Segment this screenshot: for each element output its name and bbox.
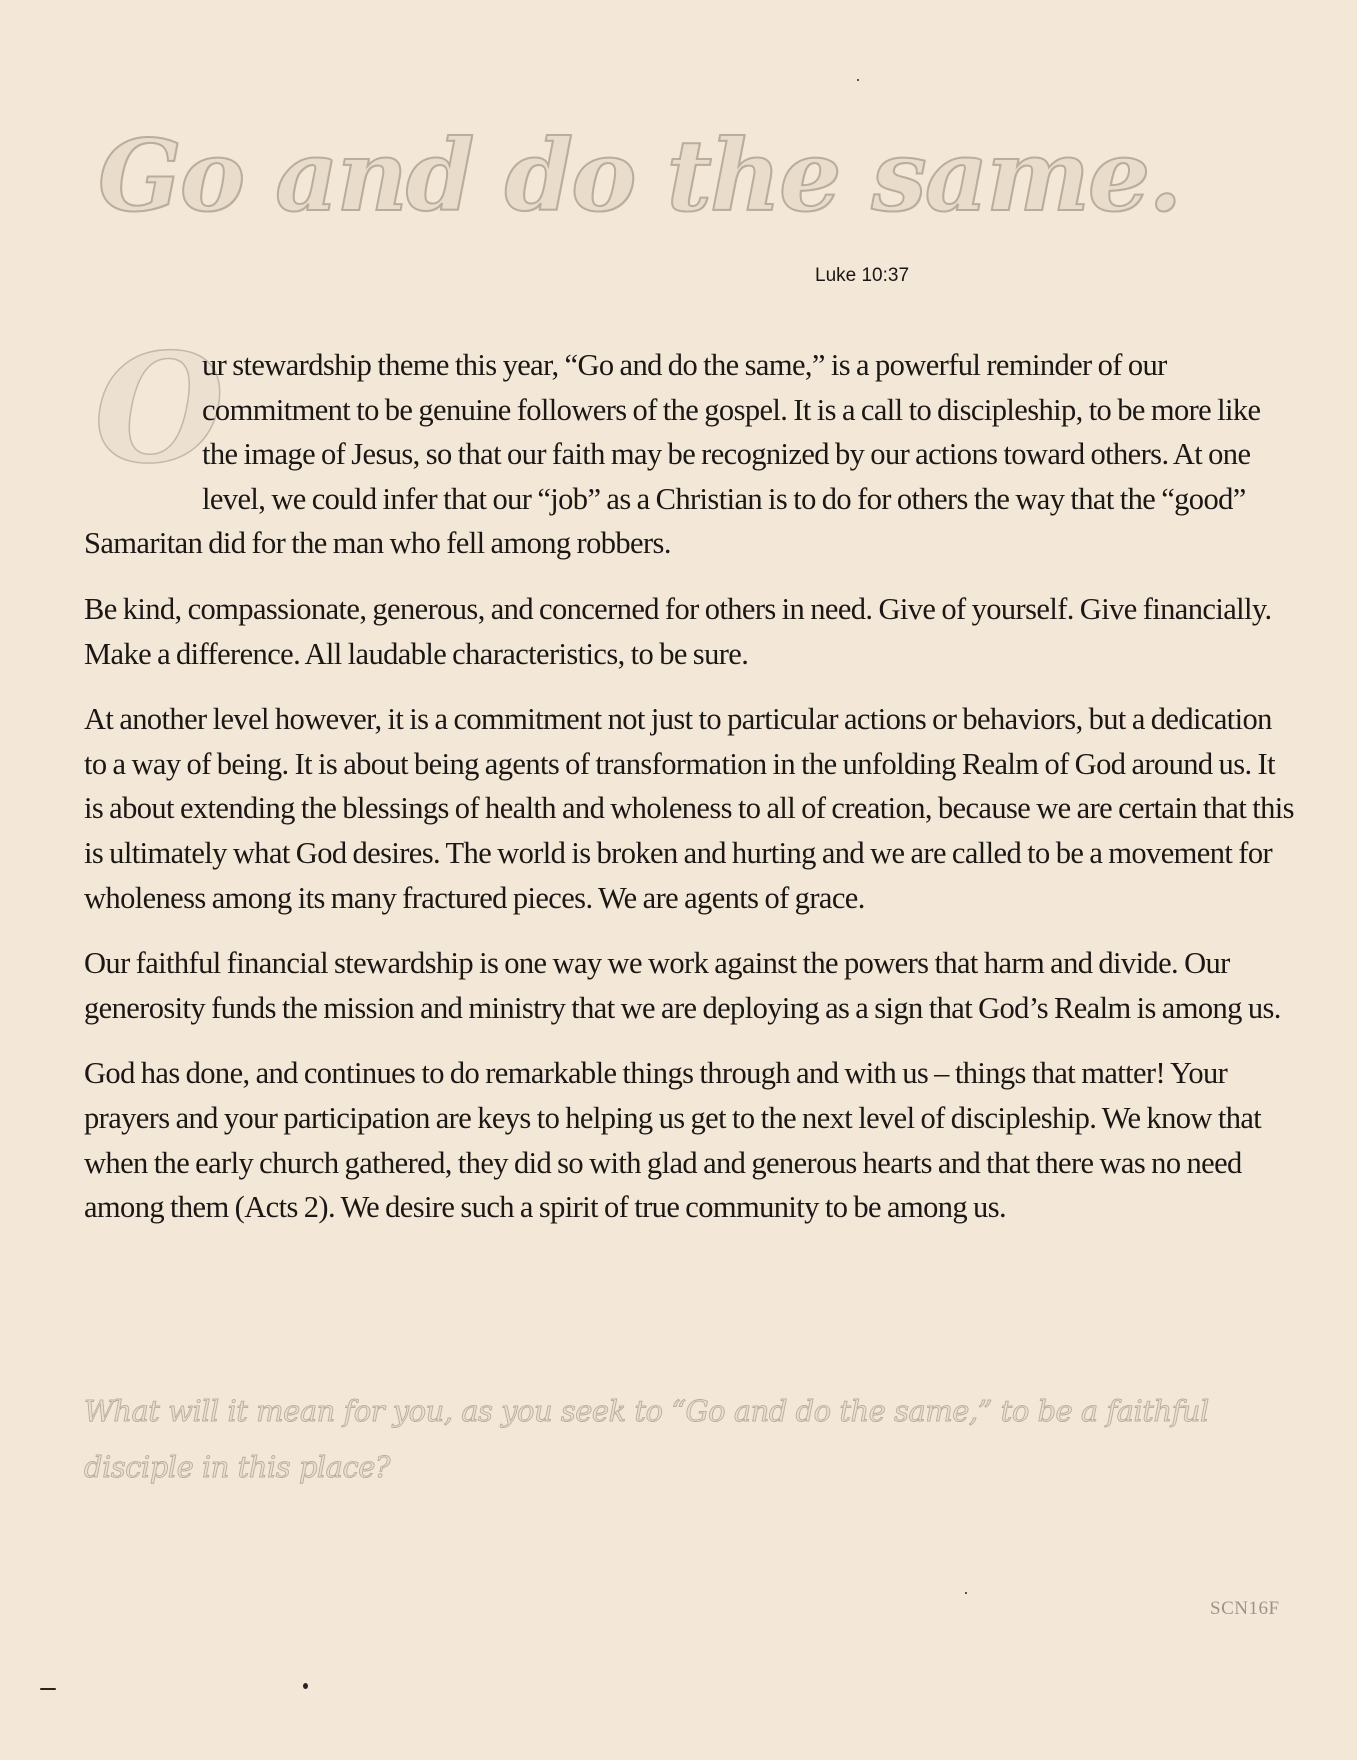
paragraph-4: Our faithful financial stewardship is one way we work against the powers that harm and divide. Our generosity funds the mission and ministry that we are deploying as a sign that God’s Realm is among us. [84,946,1281,1025]
document-code: SCN16F [1210,1598,1280,1619]
paragraph-1 [84,321,1294,566]
paragraph-3: At another level however, it is a commitment not just to particular actions or behaviors, but a dedication to a way of being. It is about being agents of transformation in the unfolding Realm of God around us. It is about extending the blessings of health and wholeness to all of creation, because we are certain that this is ultimately what God desires. The world is broken and hurting and we are called to be a movement for wholeness among its many fractured pieces. We are agents of grace. [84,702,1294,915]
paragraph-1-text: ur stewardship theme this year, “Go and do the same,” is a powerful reminder of our commitment to be genuine followers of the gospel. It is a call to discipleship, to be more like the image of Jesus, so that our faith may be recognized by our actions toward others. At one level, we could infer that our “job” as a Christian is to do for others the way that the “good” Samaritan did for the man who fell among robbers. [84,348,1261,561]
closing-question: What will it mean for you, as you seek to “Go and do the same,” to be a faithful disciple in this place? [84,1394,1209,1484]
drop-cap: O [94,321,225,497]
page-title: Go and do the same. [98,119,1181,234]
scripture-reference: Luke 10:37 [815,265,910,286]
body-text [84,321,1294,1251]
scan-speck [40,1688,56,1690]
scan-speck [857,79,859,81]
paragraph-2: Be kind, compassionate, generous, and concerned for others in need. Give of yourself. Give financially. Make a difference. All laudable characteristics, to be sure. [84,591,1272,671]
paragraph-5: God has done, and continues to do remarkable things through and with us – things that matter! Your prayers and your participation are keys to helping us get to the next level of discipleship. We know that when the early church gathered, they did so with glad and generous hearts and that there was no need among them (Acts 2). We desire such a spirit of true community to be among us. [84,1056,1262,1225]
scan-speck [303,1683,308,1689]
scan-speck [965,1592,967,1594]
